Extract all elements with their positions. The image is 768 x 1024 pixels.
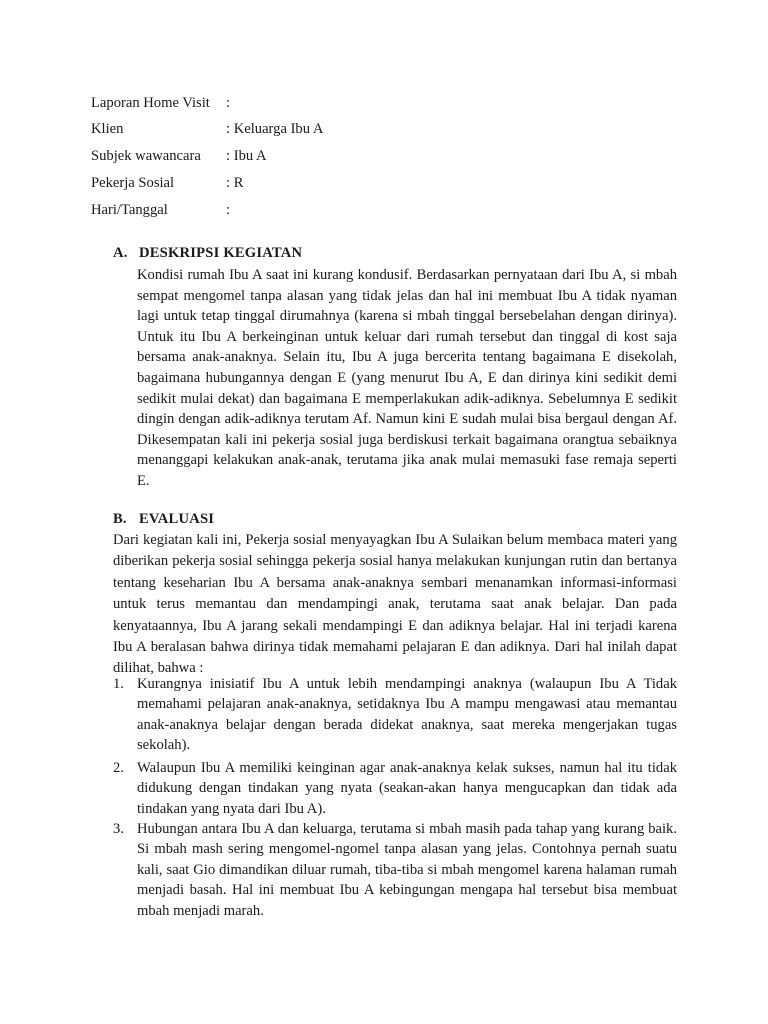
list-number: 2. xyxy=(113,760,124,776)
section-title: DESKRIPSI KEGIATAN xyxy=(139,245,303,261)
section-letter: B. xyxy=(113,511,127,527)
header-label: Laporan Home Visit xyxy=(91,95,210,111)
header-label: Klien xyxy=(91,121,124,137)
section-letter: A. xyxy=(113,245,128,261)
section-b-paragraph: Dari kegiatan kali ini, Pekerja sosial menyayagkan Ibu A Sulaikan belum membaca materi yang diberikan pekerja sosial sehingga pekerja sosial hanya melakukan kunjungan rutin dan bertanya tentang keseharian Ibu A bersama anak-anaknya sembari menanamkan informasi-informasi untuk terus memantau dan mendampingi anak, terutama saat anak belajar. Dan pada kenyataannya, Ibu A jarang sekali mendampingi E dan adiknya belajar. Hal ini terjadi karena Ibu A beralasan bahwa dirinya tidak memahami pelajaran E dan adiknya. Dari hal inilah dapat dilihat, bahwa : xyxy=(113,532,677,677)
header-value: : R xyxy=(226,175,244,191)
list-number: 3. xyxy=(113,821,124,837)
header-row-client xyxy=(91,118,323,140)
section-b-heading xyxy=(113,508,214,530)
list-number: 1. xyxy=(113,676,124,692)
header-row-social-worker xyxy=(91,172,243,194)
section-title: EVALUASI xyxy=(139,511,215,527)
header-row-report xyxy=(91,92,230,114)
section-a-heading xyxy=(113,242,302,264)
list-text: Hubungan antara Ibu A dan keluarga, terutama si mbah masih pada tahap yang kurang baik. Si mbah mash sering mengomel-ngomel tanpa alasan yang jelas. Contohnya pernah suatu kali, saat Gio dimandikan diluar rumah, tiba-tiba si mbah mengomel karena halaman rumah menjadi basah. Hal ini membuat Ibu A kebingungan mengapa hal tersebut bisa membuat mbah menjadi marah. xyxy=(137,821,677,919)
header-value: : Keluarga Ibu A xyxy=(226,121,324,137)
header-row-date xyxy=(91,199,230,221)
header-row-subject xyxy=(91,145,267,167)
header-value: : xyxy=(226,202,231,218)
list-text: Walaupun Ibu A memiliki keinginan agar anak-anaknya kelak sukses, namun hal itu tidak didukung dengan tindakan yang nyata (seakan-akan hanya mengucapkan dan tidak ada tindakan yang nyata dari Ibu A). xyxy=(137,760,677,817)
header-label: Hari/Tanggal xyxy=(91,202,168,218)
header-value: : xyxy=(226,95,231,111)
header-value: : Ibu A xyxy=(226,148,267,164)
header-label: Pekerja Sosial xyxy=(91,175,175,191)
section-a-paragraph: Kondisi rumah Ibu A saat ini kurang kondusif. Berdasarkan pernyataan dari Ibu A, si mbah sempat mengomel tanpa alasan yang tidak jelas dan hal ini membuat Ibu A tidak nyaman lagi untuk tetap tinggal dirumahnya (karena si mbah tinggal bersebelahan dengan dirinya). Untuk itu Ibu A berkeinginan untuk keluar dari rumah tersebut dan tinggal di kost saja bersama anak-anaknya. Selain itu, Ibu A juga bercerita tentang bagaimana E disekolah, bagaimana hubungannya dengan E (yang menurut Ibu A, E dan dirinya kini sedikit demi sedikit mulai dekat) dan bagaimana E memperlakukan adik-adiknya. Sebelumnya E sedikit dingin dengan adik-adiknya terutam Af. Namun kini E sudah mulai bisa bergaul dengan Af. Dikesempatan kali ini pekerja sosial juga berdiskusi terkait bagaimana orangtua sebaiknya menanggapi kelakukan anak-anak, terutama jika anak mulai memasuki fase remaja seperti E. xyxy=(137,267,677,489)
list-text: Kurangnya inisiatif Ibu A untuk lebih mendampingi anaknya (walaupun Ibu A Tidak memahami pelajaran anak-anaknya, setidaknya Ibu A mampu mengawasi atau memantau anak-anaknya belajar dengan berada didekat anaknya, saat mereka mengerjakan tugas sekolah). xyxy=(137,676,677,754)
header-label: Subjek wawancara xyxy=(91,148,201,164)
